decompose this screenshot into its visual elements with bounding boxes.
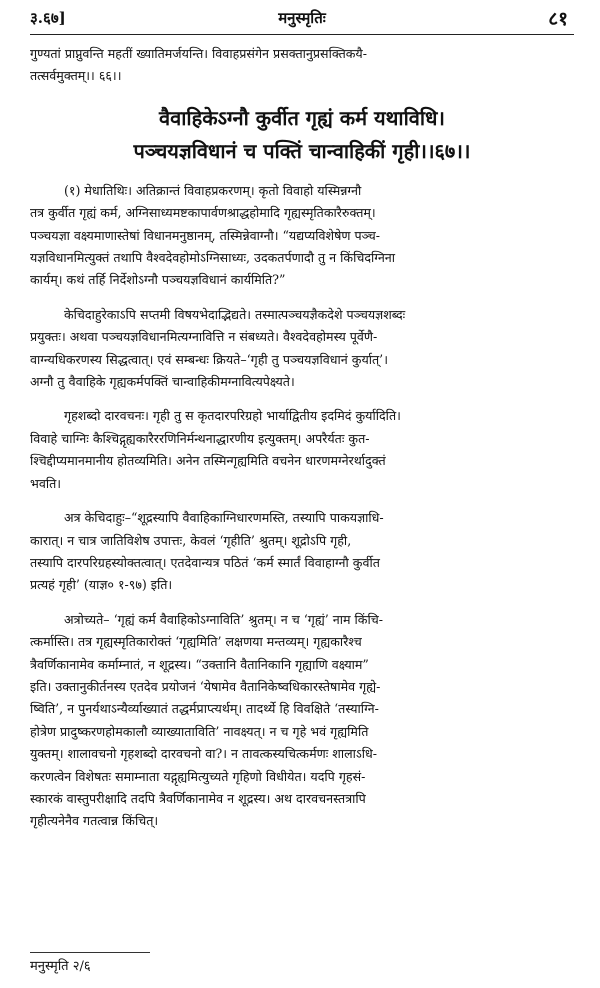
paragraph-line: यज्ञविधानमित्युक्तं तथापि वैश्वदेवहोमोऽग्निसाध्यः, उदकतर्पणादौ तु न किंचिदग्निना <box>30 250 396 266</box>
paragraph-gap <box>30 495 574 507</box>
paragraph-line: (१) मेधातिथिः। अतिक्रान्तं विवाहप्रकरणम्। कृतो विवाहो यस्मिन्नग्नौ <box>64 182 362 198</box>
paragraph-line: वाग्न्यधिकरणस्य सिद्धत्वात्। एवं सम्बन्धः क्रियते–‘गृही तु पञ्चयज्ञविधानं कुर्यात्’। <box>30 351 388 367</box>
paragraph-line: तस्यापि दारपरिग्रहस्योक्तत्वात्। एतदेवान्यत्र पठितं ‘कर्म स्मार्तं विवाहाग्नौ कुर्वीत <box>30 554 380 570</box>
paragraph-line: श्चिद्दीप्यमानमानीय होतव्यमिति। अनेन तस्मिन्गृह्यमिति वचनेन धारणमग्नेरर्थादुक्तं <box>30 453 386 469</box>
intro-line: तत्सर्वमुक्तम्।। ६६।। <box>30 68 122 84</box>
paragraph-gap <box>30 393 574 405</box>
header-section-number: ३.६७] <box>30 9 66 27</box>
paragraph-line: युक्तम्। शालावचनो गृहशब्दो दारवचनो वा?। न तावत्कस्यचित्कर्मणः शालाऽधि- <box>30 746 378 762</box>
paragraph-line: अग्नौ तु वैवाहिके गृह्यकर्मपक्तिं चान्वाहिकीमग्नावित्यपेक्ष्यते। <box>30 374 295 390</box>
paragraph-line: कार्यम्। कथं तर्हि निर्देशोऽग्नौ पञ्चयज्ञविधानं कार्यमिति?” <box>30 272 286 288</box>
intro-paragraph <box>30 43 574 88</box>
paragraph-line: ष्विति’, न पुनर्यथाऽन्यैर्व्याख्यातं तद्धर्मप्राप्त्यर्थम्। तादर्थ्ये हि विवक्षिते ‘तस्याग्नि- <box>30 701 379 717</box>
paragraph-gap <box>30 597 574 609</box>
paragraph-line: भवति। <box>30 475 62 491</box>
paragraph-line: प्रयुक्तः। अथवा पञ्चयज्ञविधानमित्यग्नावित्ति न संबध्यते। वैश्वदेवहोमस्य पूर्वेणै- <box>30 329 378 345</box>
paragraph-line: गृहशब्दो दारवचनः। गृही तु स कृतदारपरिग्रहो भार्याद्वितीय इदमिदं कुर्यादिति। <box>64 408 401 424</box>
paragraph-line: त्कर्मास्ति। तत्र गृह्यस्मृतिकारोक्तं ‘गृह्यमिति’ लक्षणया मन्तव्यम्। गृह्यकारैश्च <box>30 634 362 650</box>
header-title: मनुस्मृतिः <box>278 9 326 27</box>
paragraph-line: करणत्वेन विशेषतः समाम्नाता यद्गृह्यमित्युच्यते गृहिणो विधीयेत। यदपि गृहसं- <box>30 768 366 784</box>
paragraph-line: होत्रेण प्रादुष्करणहोमकालौ व्याख्याताविति’ नावक्ष्यत्। न च गृहे भवं गृह्यमिति <box>30 723 369 739</box>
paragraph-line: पञ्चयज्ञा वक्ष्यमाणास्तेषां विधानमनुष्ठानम्, तस्मिन्नेवाग्नौ। “यद्यप्यविशेषेण पञ्च- <box>30 227 381 243</box>
paragraph-line: प्रत्यहं गृही’ (याज्ञ० १-९७) इति। <box>30 577 173 593</box>
page-footer-signature: मनुस्मृति २/६ <box>30 952 150 974</box>
verse-line: पञ्चयज्ञविधानं च पक्तिं चान्वाहिकीं गृही।।६७।। <box>133 138 471 163</box>
paragraph-line: विवाहे चाग्निः कैश्चिद्गृह्यकारैररणिनिर्मन्थनाद्धारणीय इत्युक्तम्। अपरैर्यतः कुत- <box>30 430 370 446</box>
paragraph-line: तत्र कुर्वीत गृह्यं कर्म, अग्निसाध्यमष्टकापार्वणश्राद्धहोमादि गृह्यस्मृतिकारैरुक्तम्। <box>30 205 376 221</box>
intro-line: गुण्यतां प्राप्नुवन्ति महतीं ख्यातिमर्जयन्ति। विवाहप्रसंगेन प्रसक्तानुप्रसक्तिकयै- <box>30 46 367 61</box>
paragraph-line: इति। उक्तानुकीर्तनस्य एतदेव प्रयोजनं ‘येषामेव वैतानिकेष्वधिकारस्तेषामेव गृह्ये- <box>30 678 381 694</box>
paragraph-gap <box>30 292 574 304</box>
commentary-paragraph-5 <box>30 609 574 833</box>
paragraph-line: त्रैवर्णिकानामेव कर्माम्नातं, न शूद्रस्य। “उक्तानि वैतानिकानि गृह्याणि वक्ष्याम” <box>30 656 369 672</box>
verse-line: वैवाहिकेऽग्नौ कुर्वीत गृह्यं कर्म यथाविधि। <box>159 105 445 130</box>
header-page-number: ८१ <box>548 8 568 30</box>
commentary-paragraph-2 <box>30 304 574 394</box>
paragraph-line: अत्रोच्यते– ‘गृह्यं कर्म वैवाहिकोऽग्नाविति’ श्रुतम्। न च ‘गृह्यं’ नाम किंचि- <box>64 611 383 627</box>
commentary-paragraph-3 <box>30 405 574 495</box>
paragraph-line: कारात्। न चात्र जातिविशेष उपात्तः, केवलं ‘गृहीति’ श्रुतम्। शूद्रोऽपि गृही, <box>30 532 352 548</box>
paragraph-line: स्कारकं वास्तुपरीक्षादि तदपि त्रैवर्णिकानामेव न शूद्रस्य। अथ दारवचनस्तत्रापि <box>30 790 366 806</box>
paragraph-line: अत्र केचिदाहुः–“शूद्रस्यापि वैवाहिकाग्निधारणमस्ति, तस्यापि पाकयज्ञाधि- <box>64 510 384 526</box>
commentary-paragraph-4 <box>30 507 574 597</box>
page-header <box>30 4 574 35</box>
verse-block <box>30 102 574 168</box>
paragraph-line: केचिदाहुरेकाऽपि सप्तमी विषयभेदाद्भिद्यते। तस्मात्पञ्चयज्ञैकदेशे पञ्चयज्ञशब्दः <box>64 306 406 322</box>
commentary-paragraph-1 <box>30 180 574 292</box>
paragraph-line: गृहीत्यनेनैव गतत्वान्न किंचित्। <box>30 813 159 829</box>
